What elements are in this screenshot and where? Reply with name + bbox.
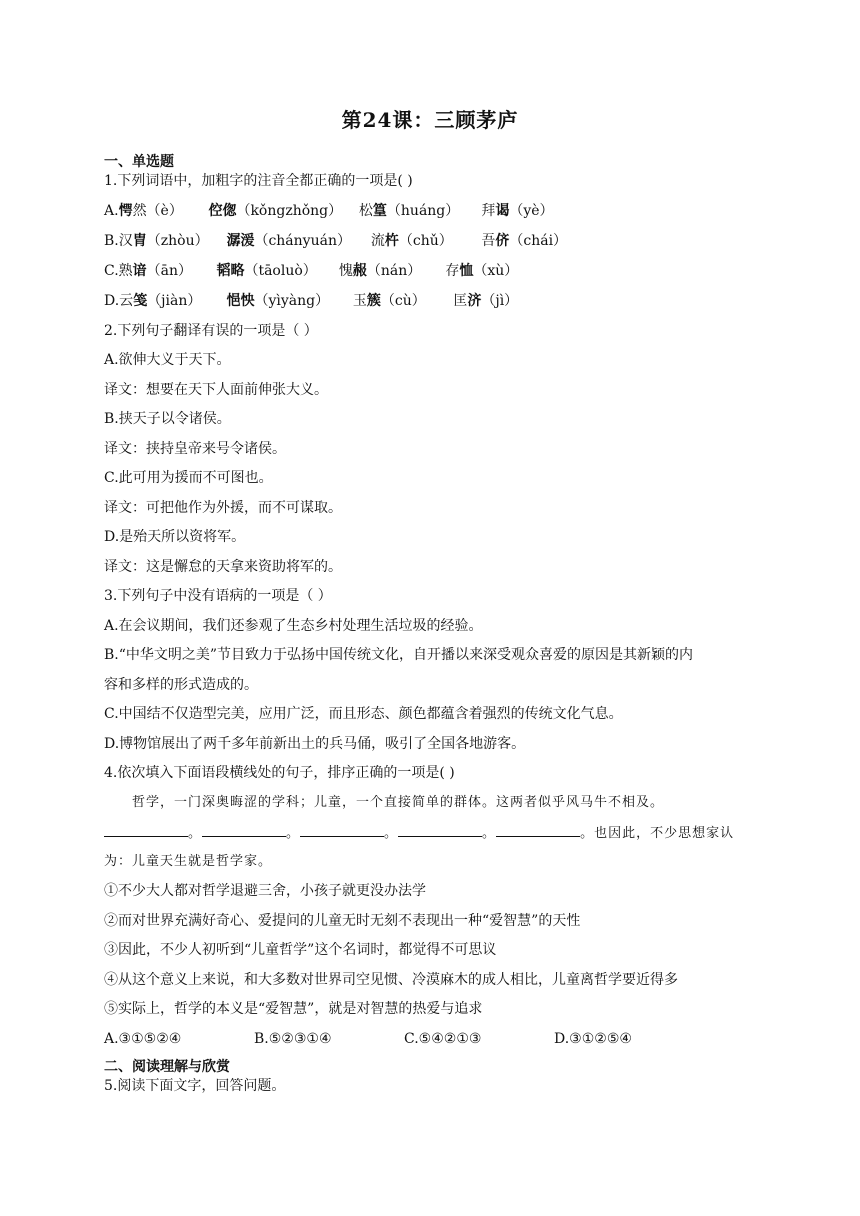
question-4-choice-b: B.⑤②③①④ [254,1031,332,1047]
question-2-translation-b: 译文：挟持皇帝来号令诸侯。 [104,441,286,457]
fill-blank-5[interactable] [496,822,580,837]
question-4-passage-line-1: 哲学，一门深奥晦涩的学科；儿童，一个直接简单的群体。这两者似乎风马牛不相及。 [132,795,665,810]
question-2-stem: 2.下列句子翻译有误的一项是（ ） [104,323,318,339]
question-1-option-a: A.愕然（è） 倥偬（kǒngzhǒng） 松篁（huáng） 拜谒（yè） [104,203,554,219]
question-4-item-3: ③因此，不少人初听到“儿童哲学”这个名词时，都觉得不可思议 [104,942,497,958]
question-2-option-a: A.欲伸大义于天下。 [104,352,231,368]
question-4-stem: 4.依次填入下面语段横线处的句子，排序正确的一项是( ) [104,765,455,781]
question-5-stem: 5.阅读下面文字，回答问题。 [104,1078,286,1094]
question-2-translation-d: 译文：这是懈怠的天拿来资助将军的。 [104,559,342,575]
question-4-item-1: ①不少大人都对哲学退避三舍，小孩子就更没办法学 [104,883,426,899]
question-2-option-c: C.此可用为援而不可图也。 [104,470,273,486]
fill-blank-3[interactable] [300,822,384,837]
question-2-translation-c: 译文：可把他作为外援，而不可谋取。 [104,500,342,516]
question-2-option-d: D.是殆天所以资将军。 [104,529,246,545]
page-title: 第24课：三顾茅庐 [341,108,519,132]
fill-blank-2[interactable] [202,822,286,837]
question-4-passage-line-3: 为：儿童天生就是哲学家。 [104,854,273,869]
fill-blank-4[interactable] [398,822,482,837]
fill-blank-1[interactable] [104,822,188,837]
question-1-option-c: C.熟谙（ān） 韬略（tāoluò） 愧赧（nán） 存恤（xù） [104,263,519,279]
question-4-choice-a: A.③①⑤②④ [104,1031,182,1047]
question-1-option-d: D.云笺（jiàn） 悒怏（yìyàng） 玉簇（cù） 匡济（jì） [104,293,519,309]
question-4-item-4: ④从这个意义上来说，和大多数对世界司空见惯、冷漠麻木的成人相比，儿童离哲学要近得多 [104,972,678,988]
question-3-option-b-continued: 容和多样的形式造成的。 [104,677,258,693]
section-heading-single-choice: 一、单选题 [104,154,174,170]
question-2-translation-a: 译文：想要在天下人面前伸张大义。 [104,382,328,398]
section-heading-reading: 二、阅读理解与欣赏 [104,1059,230,1075]
question-3-option-c: C.中国结不仅造型完美，应用广泛，而且形态、颜色都蕴含着强烈的传统文化气息。 [104,706,623,722]
question-4-item-2: ②而对世界充满好奇心、爱提问的儿童无时无刻不表现出一种“爱智慧”的天性 [104,913,581,929]
question-1-option-b: B.汉胄（zhòu） 潺湲（chányuán） 流杵（chǔ） 吾侪（chái） [104,233,568,249]
question-4-passage-line-2: 。 。 。 。 。也因此，不少思想家认 [104,822,734,844]
question-1-stem: 1.下列词语中，加粗字的注音全都正确的一项是( ) [104,173,413,189]
question-4-choice-c: C.⑤④②①③ [404,1031,482,1047]
question-3-stem: 3.下列句子中没有语病的一项是（ ） [104,588,332,604]
question-3-option-a: A.在会议期间，我们还参观了生态乡村处理生活垃圾的经验。 [104,618,483,634]
question-3-option-d: D.博物馆展出了两千多年前新出土的兵马俑，吸引了全国各地游客。 [104,736,526,752]
question-4-choice-d: D.③①②⑤④ [554,1031,632,1047]
question-3-option-b: B.“中华文明之美”节目致力于弘扬中国传统文化，自开播以来深受观众喜爱的原因是其新颖的内 [104,647,694,663]
question-2-option-b: B.挟天子以令诸侯。 [104,411,231,427]
question-4-item-5: ⑤实际上，哲学的本义是“爱智慧”，就是对智慧的热爱与追求 [104,1001,483,1017]
question-4-choices [104,1029,704,1049]
